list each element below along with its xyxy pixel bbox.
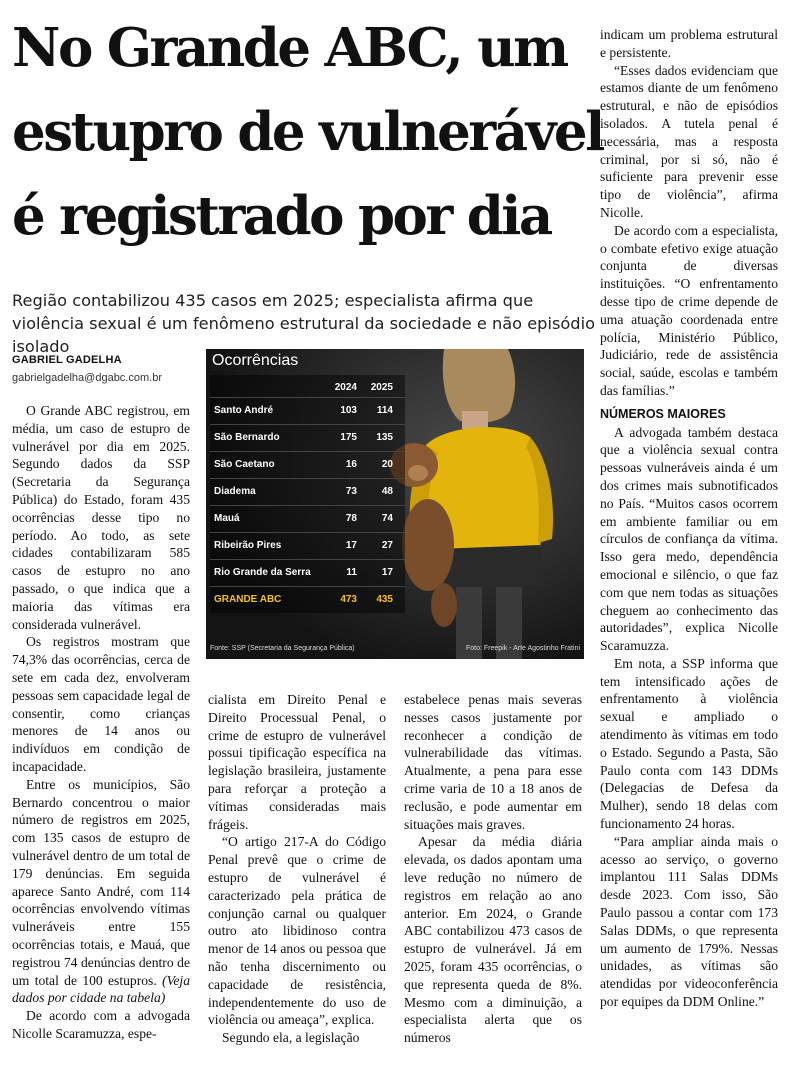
value-2024-cell: 78 (345, 513, 357, 524)
paragraph: Os registros mostram que 74,3% das ocorrências, cerca de sete em cada dez, envolveram pessoas sem capacidade legal de consentir, como crianças menores de 14 anos ou indivíduos em condição de incapacidade. (12, 634, 190, 774)
table-row (210, 397, 405, 424)
city-cell: São Caetano (214, 459, 275, 470)
occurrences-graphic (206, 349, 584, 659)
headline-line-2: estupro de vulnerável (12, 101, 603, 163)
headline-line-1: No Grande ABC, um (12, 17, 567, 79)
value-2024-cell: 11 (346, 567, 357, 578)
value-2024-cell: 103 (340, 405, 357, 416)
section-heading: NÚMEROS MAIORES (600, 406, 726, 421)
total-label: GRANDE ABC (214, 594, 282, 605)
year-header-2025: 2025 (370, 382, 393, 393)
value-2024-cell: 73 (345, 486, 357, 497)
city-cell: Rio Grande da Serra (214, 567, 311, 578)
paragraph: “O artigo 217-A do Código Penal prevê que o crime de estupro de vulnerável é caracterizado pela prática de conjunção carnal ou qualquer outro ato libidinoso contra menor de 14 anos ou pessoa que não tenha discernimento ou capacidade de resistência, independentemente do uso de violência ou ameaça”, explica. (208, 834, 386, 1028)
paragraph (12, 776, 190, 1007)
paragraph: Em nota, a SSP informa que tem intensificado ações de enfrentamento à violência sexual e ampliado o atendimento às vítimas em todo o Estado. Segundo a Pasta, São Paulo conta com 143 DDMs (Delegacias de Defesa da Mulher), sendo 18 delas com funcionamento 24 horas. (600, 655, 778, 832)
teddy-bear-muzzle (408, 465, 428, 481)
value-2025-cell: 27 (381, 540, 393, 551)
value-2025-cell: 114 (376, 405, 393, 416)
paragraph: cialista em Direito Penal e Direito Processual Penal, o crime de estupro de vulnerável possui tipificação específica na legislação brasileira, justamente para reforçar a proteção a vítimas consideradas mais frágeis. (208, 692, 386, 832)
city-cell: Mauá (214, 513, 240, 524)
paragraph: O Grande ABC registrou, em média, um caso de estupro de vulnerável por dia em 2025. Segundo dados da SSP (Secretaria da Segurança Pública) do Estado, foram 435 ocorrências desse tipo no período. Ao todo, as sete cidades contabilizaram 585 casos de estupro no ano passado, o que indica que a maioria das vítimas era considerada vulnerável. (12, 403, 190, 632)
teddy-bear-leg (431, 583, 457, 627)
graphic-source: Fonte: SSP (Secretaria da Segurança Pública) (210, 645, 355, 652)
value-2025-cell: 74 (381, 513, 393, 524)
city-cell: Santo André (214, 405, 274, 416)
paragraph: Segundo ela, a legislação (222, 1030, 360, 1046)
photo-credit: Foto: Freepik - Arte Agostinho Fratini (466, 645, 580, 652)
year-header-2024: 2024 (334, 382, 357, 393)
article-column-1 (12, 402, 190, 1043)
value-2025-cell: 48 (381, 486, 393, 497)
value-2025-cell: 17 (381, 567, 393, 578)
value-2024-cell: 17 (345, 540, 357, 551)
table-total-row (210, 586, 405, 613)
occurrences-table (210, 375, 405, 613)
table-row (210, 424, 405, 451)
paragraph: indicam um problema estrutural e persistente. (600, 27, 778, 60)
city-cell: São Bernardo (214, 432, 280, 443)
city-cell: Diadema (214, 486, 256, 497)
child-neck-shape (462, 411, 488, 429)
table-row (210, 532, 405, 559)
total-2025: 435 (376, 594, 393, 605)
headline (12, 6, 603, 258)
value-2024-cell: 175 (340, 432, 357, 443)
author-byline: GABRIEL GADELHA (12, 354, 122, 366)
table-row (210, 559, 405, 586)
value-2025-cell: 20 (381, 459, 393, 470)
author-email[interactable]: gabrielgadelha@dgabc.com.br (12, 372, 162, 384)
article-column-3 (404, 691, 582, 1047)
paragraph-text: Entre os municípios, São Bernardo concentrou o maior número de registros em 2025, com 135 casos de estupro de vulnerável dentro de um total de 179 denúncias. Em seguida aparece Santo André, com 114 ocorrências envolvendo vítimas vulneráveis entre 155 ocorrências totais, e Mauá, que registrou 74 denúncias dentro de um total de 100 estupros. (12, 776, 190, 988)
article-column-4 (600, 26, 778, 1011)
paragraph: De acordo com a especialista, o combate efetivo exige atuação conjunta de diversas instituições. “O enfrentamento desse tipo de crime depende de uma atuação coordenada entre polícia, Ministério Público, Judiciário, rede de assistência social, saúde, escolas e também das famílias.” (600, 222, 778, 398)
article-column-2 (208, 691, 386, 1047)
city-cell: Ribeirão Pires (214, 540, 282, 551)
table-reference-note: (Veja dados por cidade na tabela) (12, 972, 190, 1006)
table-row (210, 505, 405, 532)
paragraph: De acordo com a advogada Nicolle Scaramuzza, espe- (12, 1008, 190, 1041)
value-2025-cell: 135 (376, 432, 393, 443)
table-row (210, 478, 405, 505)
value-2024-cell: 16 (345, 459, 357, 470)
table-header-row (210, 375, 405, 397)
teddy-bear-body (402, 499, 454, 591)
paragraph: estabelece penas mais severas nesses casos justamente por reconhecer a condição de vulnerabilidade das vítimas. Atualmente, a pena para esse crime varia de 10 a 18 anos de reclusão, e pode aumentar em situações mais graves. (404, 692, 582, 832)
subhead: Região contabilizou 435 casos em 2025; especialista afirma que violência sexual é um fenômeno estrutural da sociedade e não episódio isolado (12, 291, 595, 356)
total-2024: 473 (340, 594, 357, 605)
graphic-title: Ocorrências (212, 352, 299, 369)
paragraph: A advogada também destaca que a violência sexual contra pessoas vulneráveis ainda é um dos crimes mais subnotificados no País. “Muitos casos ocorrem em ambiente familiar ou em círculos de confiança da vítima. Isso gera medo, dependência emocional e silêncio, o que faz com que nem todas as situações cheguem ao conhecimento das autoridades”, explica Nicolle Scaramuzza. (600, 424, 778, 654)
table-row (210, 451, 405, 478)
headline-line-3: é registrado por dia (12, 185, 551, 247)
paragraph: “Para ampliar ainda mais o acesso ao serviço, o governo implantou 111 Salas DDMs desde 2023. Com isso, São Paulo passou a contar com 173 Salas DDMs, o que representa um aumento de 179%. Nessas unidades, as vítimas são atendidas por videoconferência por equipes da DDM Online.” (600, 833, 778, 1010)
paragraph: “Esses dados evidenciam que estamos diante de um fenômeno estrutural, e não de episódios isolados. A tutela penal é necessária, mas a resposta criminal, por si só, não é suficiente para prevenir esse tipo de violência”, afirma Nicolle. (600, 62, 778, 220)
paragraph: Apesar da média diária elevada, os dados apontam uma leve redução no número de registros em relação ao ano anterior. Em 2024, o Grande ABC contabilizou 473 casos de estupro de vulnerável. Já em 2025, foram 435 ocorrências, o que representa queda de 8%. Mesmo com a diminuição, a especialista alerta que os números (404, 834, 582, 1046)
